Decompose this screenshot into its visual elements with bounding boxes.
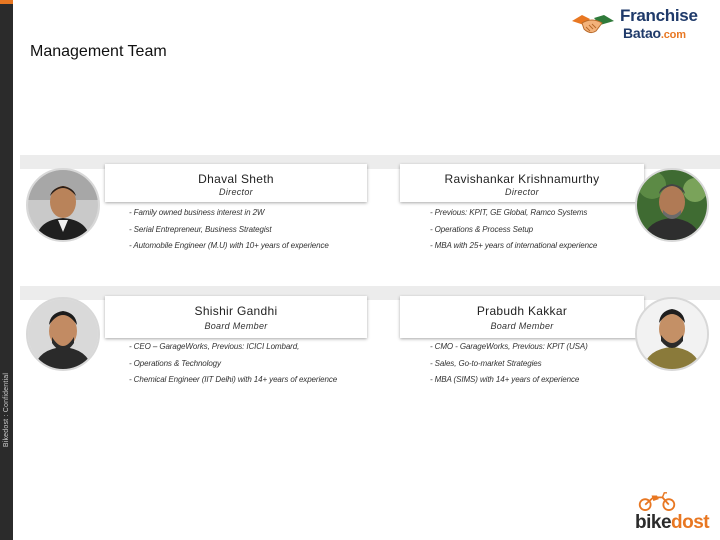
member-bullet: - Chemical Engineer (IIT Delhi) with 14+ years of experience bbox=[129, 375, 338, 384]
person-photo bbox=[28, 299, 98, 369]
member-photo-prabudh bbox=[635, 297, 709, 371]
member-photo-dhaval bbox=[26, 168, 100, 242]
member-role: Board Member bbox=[490, 321, 554, 331]
member-name: Prabudh Kakkar bbox=[476, 304, 568, 318]
member-bullet: - Family owned business interest in 2W bbox=[129, 208, 265, 217]
member-bullet: - CEO – GarageWorks, Previous: ICICI Lombard, bbox=[129, 342, 300, 351]
confidential-label: Bikedost : Confidential bbox=[3, 372, 10, 448]
member-bullet: - Operations & Process Setup bbox=[430, 225, 534, 234]
member-role: Board Member bbox=[204, 321, 268, 331]
franchisebatao-logo bbox=[568, 4, 718, 44]
sidebar-accent bbox=[0, 0, 13, 4]
brand-line1: Franchise bbox=[620, 6, 698, 25]
member-bullet: - Automobile Engineer (M.U) with 10+ years of experience bbox=[129, 241, 329, 250]
member-name: Ravishankar Krishnamurthy bbox=[444, 172, 600, 186]
handshake-icon bbox=[570, 7, 616, 39]
member-bullet: - CMO - GarageWorks, Previous: KPIT (USA) bbox=[430, 342, 588, 351]
member-role: Director bbox=[219, 187, 253, 197]
person-photo bbox=[28, 170, 98, 240]
member-bullet: - Previous: KPIT, GE Global, Ramco Systems bbox=[430, 208, 588, 217]
member-bullet: - Operations & Technology bbox=[129, 359, 221, 368]
bikedost-logo bbox=[633, 490, 718, 538]
member-bullet: - Sales, Go-to-market Strategies bbox=[430, 359, 542, 368]
bikedost-wordmark: bikedost bbox=[635, 512, 710, 533]
page-title: Management Team bbox=[30, 43, 167, 60]
member-name: Shishir Gandhi bbox=[194, 304, 278, 318]
brand-line2: Batao.com bbox=[623, 25, 686, 41]
person-photo bbox=[637, 170, 707, 240]
member-bullet: - MBA (SIMS) with 14+ years of experience bbox=[430, 375, 580, 384]
member-photo-ravishankar bbox=[635, 168, 709, 242]
member-photo-shishir bbox=[26, 297, 100, 371]
member-name: Dhaval Sheth bbox=[198, 172, 274, 186]
motorcycle-icon bbox=[637, 490, 677, 512]
person-photo bbox=[637, 299, 707, 369]
member-bullet: - Serial Entrepreneur, Business Strategist bbox=[129, 225, 272, 234]
member-role: Director bbox=[505, 187, 539, 197]
member-bullet: - MBA with 25+ years of international experience bbox=[430, 241, 598, 250]
